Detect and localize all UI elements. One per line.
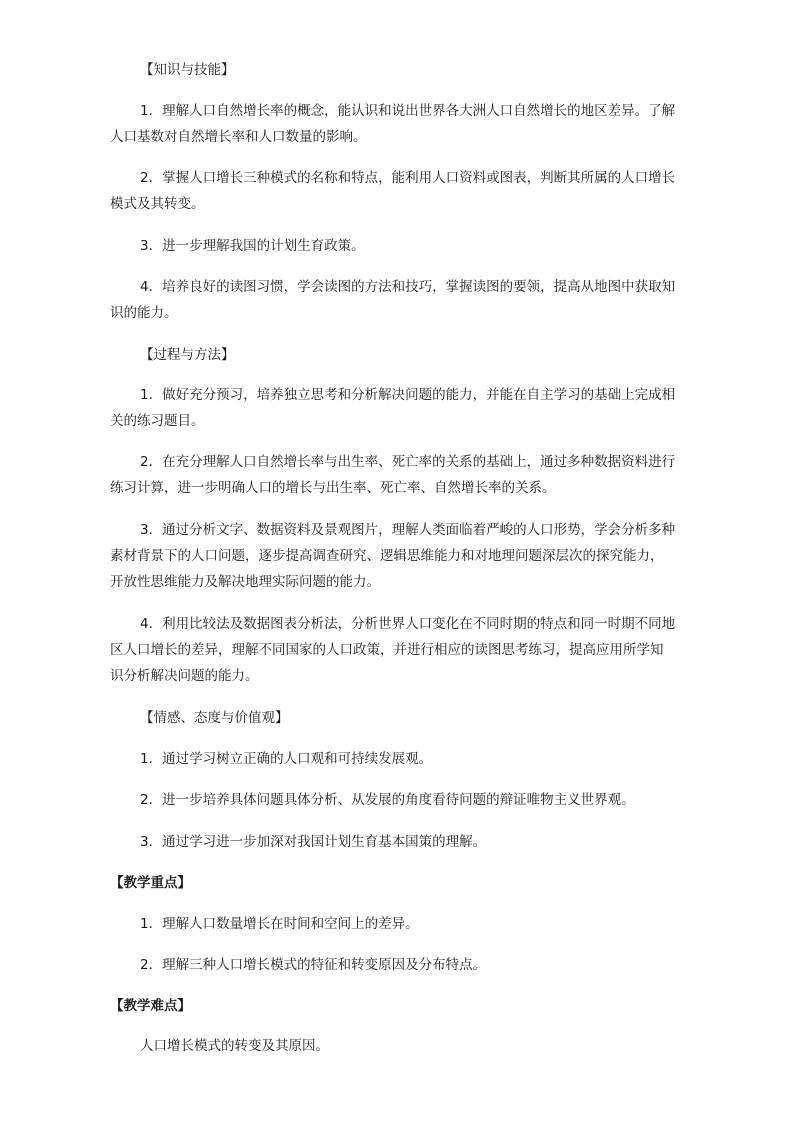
process-item-4-line-2: 区人口增长的差异，理解不同国家的人口政策，并进行相应的读图思考练习，提高应用所学知 xyxy=(110,642,664,658)
process-item-3-line-1: 3．通过分析文字、数据资料及景观图片，理解人类面临着严峻的人口形势，学会分析多种 xyxy=(140,522,676,538)
key-point-item-1: 1．理解人口数量增长在时间和空间上的差异。 xyxy=(140,916,419,932)
process-item-4-line-1: 4．利用比较法及数据图表分析法，分析世界人口变化在不同时期的特点和同一时期不同地 xyxy=(140,616,676,632)
knowledge-item-2-line-1: 2．掌握人口增长三种模式的名称和特点，能利用人口资料或图表，判断其所属的人口增长 xyxy=(140,170,676,186)
process-item-1-line-2: 关的练习题目。 xyxy=(110,413,205,429)
knowledge-item-2-line-2: 模式及其转变。 xyxy=(110,196,205,212)
process-item-2-line-1: 2．在充分理解人口自然增长率与出生率、死亡率的关系的基础上，通过多种数据资料进行 xyxy=(140,454,676,470)
section-heading-difficulties: 【教学难点】 xyxy=(110,998,191,1014)
process-item-4-line-3: 识分析解决问题的能力。 xyxy=(110,668,259,684)
difficulty-text: 人口增长模式的转变及其原因。 xyxy=(140,1038,329,1054)
process-item-1-line-1: 1．做好充分预习，培养独立思考和分析解决问题的能力，并能在自主学习的基础上完成相 xyxy=(140,387,676,403)
emotion-item-3: 3．通过学习进一步加深对我国计划生育基本国策的理解。 xyxy=(140,834,487,850)
knowledge-item-4-line-2: 识的能力。 xyxy=(110,305,178,321)
process-item-2-line-2: 练习计算，进一步明确人口的增长与出生率、死亡率、自然增长率的关系。 xyxy=(110,480,556,496)
emotion-item-1: 1．通过学习树立正确的人口观和可持续发展观。 xyxy=(140,751,433,767)
section-heading-knowledge: 【知识与技能】 xyxy=(140,62,235,78)
section-heading-process: 【过程与方法】 xyxy=(140,347,235,363)
knowledge-item-1-line-2: 人口基数对自然增长率和人口数量的影响。 xyxy=(110,129,367,145)
section-heading-key-points: 【教学重点】 xyxy=(110,875,191,891)
knowledge-item-3-line-1: 3．进一步理解我国的计划生育政策。 xyxy=(140,238,365,254)
process-item-3-line-3: 开放性思维能力及解决地理实际问题的能力。 xyxy=(110,574,380,590)
knowledge-item-1-line-1: 1．理解人口自然增长率的概念，能认识和说出世界各大洲人口自然增长的地区差异。了解 xyxy=(140,103,676,119)
key-point-item-2: 2．理解三种人口增长模式的特征和转变原因及分布特点。 xyxy=(140,957,487,973)
emotion-item-2: 2．进一步培养具体问题具体分析、从发展的角度看待问题的辩证唯物主义世界观。 xyxy=(140,792,635,808)
section-heading-emotion: 【情感、态度与价值观】 xyxy=(140,710,289,726)
process-item-3-line-2: 素材背景下的人口问题，逐步提高调查研究、逻辑思维能力和对地理问题深层次的探究能力， xyxy=(110,548,664,564)
knowledge-item-4-line-1: 4．培养良好的读图习惯，学会读图的方法和技巧，掌握读图的要领，提高从地图中获取知 xyxy=(140,279,676,295)
